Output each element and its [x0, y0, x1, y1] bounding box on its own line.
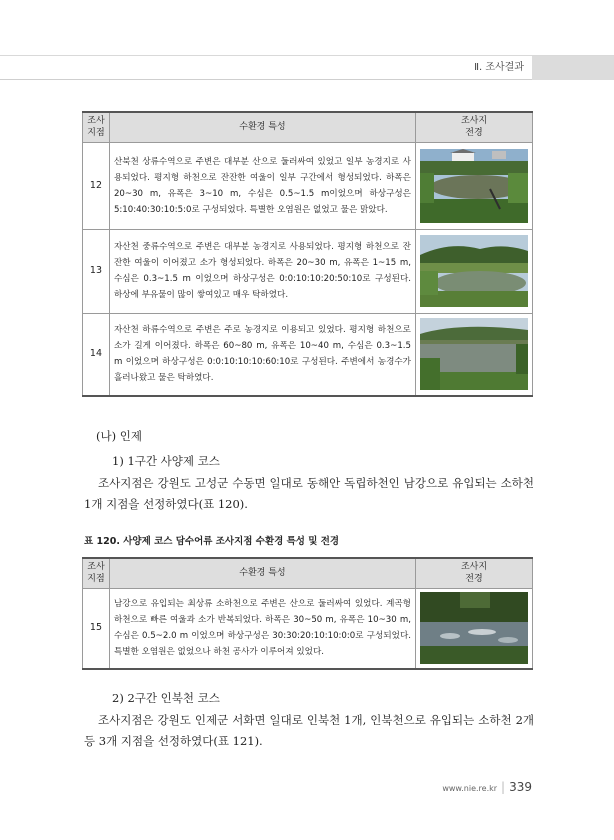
site-photo-cell [415, 313, 532, 396]
site-number: 12 [83, 142, 110, 229]
running-header: Ⅱ. 조사결과 [0, 56, 532, 80]
page-number: 339 [509, 780, 532, 794]
table-row [83, 229, 533, 313]
col-header-site: 조사 지점 [83, 112, 110, 142]
site-description: 자산천 하류수역으로 주변은 주로 농경지로 이용되고 있었다. 평지형 하천으로 소가 길게 이어졌다. 하폭은 60~80 m, 유폭은 10~40 m, 수심은 0.3~1.5 m 이었으며 하상구성은 0:0:10:10:10:60:10로 구성된다. 주변에서 농경수가 흘러나왔고 물은 탁하였다. [109, 313, 415, 396]
header-tab [532, 56, 614, 80]
subheading-course-2: 2) 2구간 인북천 코스 [112, 691, 220, 705]
footer-separator: | [501, 780, 506, 794]
site-description: 자산천 중류수역으로 주변은 대부분 농경지로 사용되었다. 평지형 하천으로 잔잔한 여울이 이어졌고 소가 형성되었다. 하폭은 20~30 m, 유폭은 1~15 m, 수심은 0.3~1.5 m 이었으며 하상구성은 0:0:10:10:20:50:10로 구성된다. 하상에 부유물이 많이 쌓여있고 매우 탁하였다. [109, 229, 415, 313]
site-number: 15 [83, 588, 110, 669]
table-row [83, 142, 533, 229]
col-header-site: 조사 지점 [83, 558, 110, 588]
site-table-2 [82, 557, 533, 670]
site-number: 14 [83, 313, 110, 396]
site-photo [420, 318, 528, 390]
subsection [84, 453, 220, 469]
col-header-env: 수환경 특성 [109, 112, 415, 142]
table-row [83, 313, 533, 396]
footer-url: www.nie.re.kr [442, 784, 498, 793]
col-header-photo: 조사지 전경 [415, 112, 532, 142]
section-heading [84, 428, 142, 444]
site-photo-cell [415, 588, 532, 669]
paragraph-1: 조사지점은 강원도 고성군 수동면 일대로 동해안 독립하천인 남강으로 유입되는 소하천 1개 지점을 선정하였다(표 120). [84, 476, 534, 511]
site-photo [420, 235, 528, 307]
site-photo-cell [415, 142, 532, 229]
site-photo [420, 149, 528, 223]
site-photo-cell [415, 229, 532, 313]
subsection-2 [84, 690, 220, 706]
heading-inje: (나) 인제 [96, 429, 142, 443]
paragraph-2: 조사지점은 강원도 인제군 서화면 일대로 인북천 1개, 인북천으로 유입되는 소하천 2개 등 3개 지점을 선정하였다(표 121). [84, 713, 534, 748]
col-header-photo: 조사지 전경 [415, 558, 532, 588]
site-description: 산북천 상류수역으로 주변은 대부분 산으로 둘러싸여 있었고 일부 농경지로 사용되었다. 평지형 하천으로 잔잔한 여울이 일부 구간에서 형성되었다. 하폭은 20~30 m, 유폭은 3~10 m, 수심은 0.5~1.5 m이었으며 하상구성은 5:10:40:30:10:5:0로 구성되었다. 특별한 오염원은 없었고 물은 맑았다. [109, 142, 415, 229]
table-caption: 표 120. 사양제 코스 담수어류 조사지점 수환경 특성 및 전경 [84, 536, 340, 547]
page-footer [442, 780, 532, 794]
col-header-env: 수환경 특성 [109, 558, 415, 588]
site-table-1 [82, 111, 533, 397]
site-photo [420, 592, 528, 664]
site-description: 남강으로 유입되는 최상류 소하천으로 주변은 산으로 둘러싸여 있었다. 계곡형 하천으로 빠른 여울과 소가 반복되었다. 하폭은 30~50 m, 유폭은 10~30 m, 수심은 0.5~2.0 m 이었으며 하상구성은 30:30:20:10:10:0:0로 구성되었다. 특별한 오염원은 없었으나 하천 공사가 이루어져 있었다. [109, 588, 415, 669]
site-number: 13 [83, 229, 110, 313]
subheading-course-1: 1) 1구간 사양제 코스 [112, 454, 220, 468]
table-row [83, 588, 533, 669]
